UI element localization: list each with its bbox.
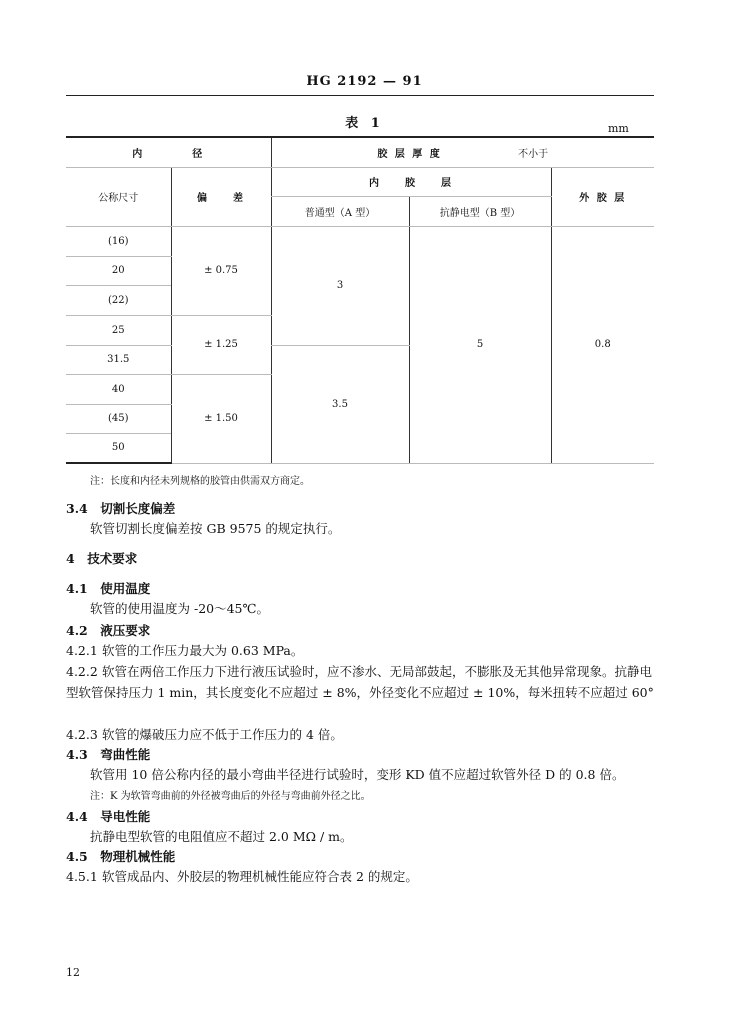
- section-number: 4.2.2: [66, 664, 98, 679]
- nominal-size-cell: (22): [66, 285, 171, 315]
- section-4-5-1: [66, 868, 666, 885]
- table-1: [66, 136, 654, 464]
- section-4-1-text: 软管的使用温度为 -20～45℃。: [90, 601, 269, 616]
- section-number: 4.2.3: [66, 727, 98, 742]
- nominal-size-cell: (45): [66, 404, 171, 433]
- header-outer-layer: 外 胶 层: [551, 167, 654, 226]
- header-thickness-label: 胶 层 厚 度: [377, 148, 442, 160]
- section-4-title: 4 技术要求: [66, 551, 138, 566]
- table-unit: mm: [608, 122, 629, 135]
- section-4-4-text: 抗静电型软管的电阻值应不超过 2.0 MΩ / m。: [90, 829, 353, 844]
- table-note: 注：长度和内径未列规格的胶管由供需双方商定。: [90, 476, 310, 487]
- section-4-2-2: [66, 661, 664, 703]
- header-layer-thickness: [271, 137, 654, 167]
- nominal-size-cell: (16): [66, 226, 171, 256]
- section-4-2-3: [66, 726, 666, 743]
- header-rule: [66, 95, 654, 96]
- header-nominal-size: 公称尺寸: [66, 167, 171, 226]
- deviation-cell: ± 1.50: [171, 374, 271, 463]
- section-4-5-title: 4.5 物理机械性能: [66, 849, 176, 864]
- header-not-less-label: 不小于: [518, 148, 549, 160]
- document-code-header: HG 2192 — 91: [306, 74, 423, 89]
- header-inner-layer: 内 胶 层: [271, 167, 551, 196]
- deviation-cell: ± 1.25: [171, 315, 271, 374]
- header-type-b: 抗静电型（B 型）: [409, 196, 551, 226]
- section-4-3-title: 4.3 弯曲性能: [66, 747, 151, 762]
- section-4-2-title: 4.2 液压要求: [66, 623, 151, 638]
- section-4-4-title: 4.4 导电性能: [66, 809, 151, 824]
- section-4-2-1: [66, 642, 666, 659]
- nominal-size-cell: 20: [66, 256, 171, 285]
- section-text: 软管的工作压力最大为 0.63 MPa。: [102, 643, 304, 658]
- section-number: 4.5.1: [66, 869, 98, 884]
- type-a-thickness-cell: 3: [271, 226, 409, 345]
- section-number: 4.2.1: [66, 643, 98, 658]
- page-number: 12: [66, 966, 80, 979]
- nominal-size-cell: 50: [66, 433, 171, 463]
- section-3-4-text: 软管切割长度偏差按 GB 9575 的规定执行。: [90, 521, 341, 536]
- deviation-cell: ± 0.75: [171, 226, 271, 315]
- section-text: 软管在两倍工作压力下进行液压试验时，应不渗水、无局部鼓起，不膨胀及无其他异常现象。抗静电型软管保持压力 1 min，其长度变化不应超过 ± 8%，外径变化不应超过 ± 10%，每米扭转不应超过 60°: [66, 664, 654, 700]
- header-type-a: 普通型（A 型）: [271, 196, 409, 226]
- header-deviation: 偏 差: [171, 167, 271, 226]
- section-text: 软管成品内、外胶层的物理机械性能应符合表 2 的规定。: [102, 869, 418, 884]
- section-3-4-title: 3.4 切割长度偏差: [66, 501, 176, 516]
- table-title: 表 1: [345, 116, 384, 131]
- section-text: 软管的爆破压力应不低于工作压力的 4 倍。: [102, 727, 343, 742]
- type-a-thickness-cell: 3.5: [271, 345, 409, 463]
- section-4-1-title: 4.1 使用温度: [66, 581, 151, 596]
- outer-layer-thickness-cell: 0.8: [551, 226, 654, 463]
- nominal-size-cell: 31.5: [66, 345, 171, 374]
- header-inner-diameter: 内 径: [66, 137, 271, 167]
- nominal-size-cell: 40: [66, 374, 171, 404]
- type-b-thickness-cell: 5: [409, 226, 551, 463]
- nominal-size-cell: 25: [66, 315, 171, 345]
- section-4-3-text: 软管用 10 倍公称内径的最小弯曲半径进行试验时，变形 KD 值不应超过软管外径 D 的 0.8 倍。: [90, 767, 625, 782]
- section-4-3-note: 注：K 为软管弯曲前的外径被弯曲后的外径与弯曲前外径之比。: [90, 791, 371, 802]
